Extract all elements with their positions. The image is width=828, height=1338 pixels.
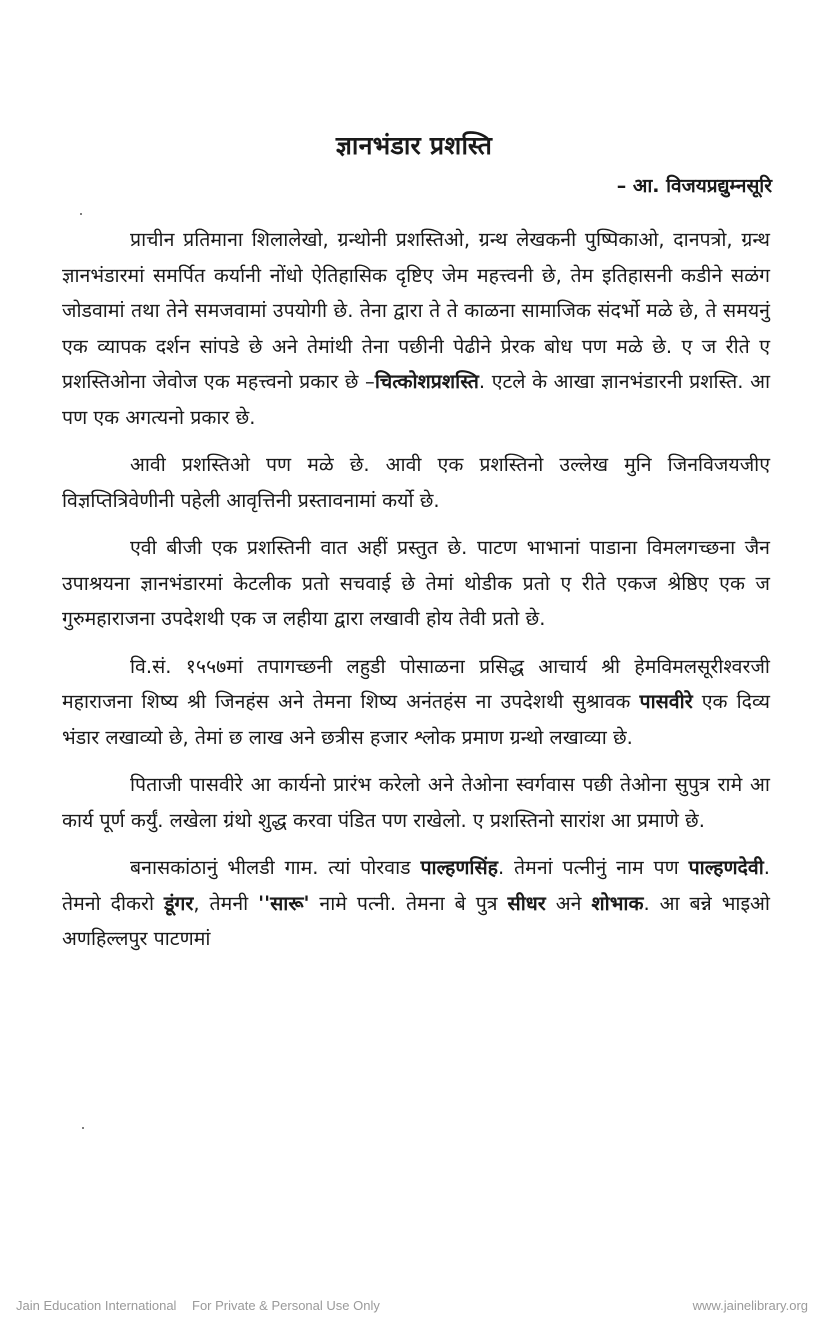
- emphasis-term: चित्कोशप्रशस्ति: [374, 370, 479, 393]
- emphasis-name: पाल्हणदेवी: [688, 856, 764, 879]
- footer-publisher: Jain Education International: [16, 1298, 177, 1313]
- emphasis-name: ''सारू': [258, 891, 310, 915]
- paragraph-6: [62, 850, 770, 957]
- page-title: ज्ञानभंडार प्रशस्ति: [335, 131, 493, 160]
- paragraph-text: नामे पत्नी. तेमना बे पुत्र: [309, 891, 508, 915]
- paragraph-5: [62, 767, 770, 838]
- paragraph-text: , तेमनी: [193, 891, 259, 915]
- article-body: [62, 222, 770, 957]
- paragraph-text: बनासकांठानुं भीलडी गाम. त्यां पोरवाड: [130, 856, 421, 879]
- page-footer: [0, 1298, 828, 1318]
- emphasis-name: डूंगर: [163, 891, 194, 915]
- paragraph-text: एक दिव्य भंडार लखाव्यो छे, तेमां छ लाख अने छत्रीस हजार श्लोक प्रमाण ग्रन्थो लखाव्या छे.: [62, 690, 770, 749]
- paragraph-text: वि.सं. १५५७मां तपागच्छनी लहुडी पोसाळना प्रसिद्ध आचार्य श्री हेमविमलसूरीश्वरजी महाराजना शिष्य श्री जिनहंस अने तेमना शिष्य अनंतहंस ना उपदेशथी सुश्रावक: [62, 654, 770, 713]
- paragraph-3: [62, 530, 770, 637]
- paragraph-text: . तेमनो दीकरो: [62, 856, 770, 915]
- paragraph-text: पिताजी पासवीरे आ कार्यनो प्रारंभ करेलो अने तेओना स्वर्गवास पछी तेओना सुपुत्र रामे आ कार्य पूर्ण कर्युं. लखेला ग्रंथो शुद्ध करवा पंडित पण राखेलो. ए प्रशस्तिनो सारांश आ प्रमाणे छे.: [62, 773, 770, 832]
- footer-usage-notice: For Private & Personal Use Only: [192, 1298, 380, 1313]
- paragraph-1: [62, 222, 770, 435]
- paragraph-text: अने: [545, 891, 592, 915]
- scan-speck: [82, 1127, 84, 1129]
- emphasis-name: पासवीरे: [639, 690, 693, 713]
- emphasis-name: सीधर: [507, 891, 546, 915]
- paragraph-text: . एटले के आखा ज्ञानभंडारनी प्रशस्ति. आ पण एक अगत्यनो प्रकार छे.: [62, 370, 771, 429]
- footer-website-link[interactable]: www.jainelibrary.org: [692, 1298, 808, 1313]
- paragraph-text: . आ बन्ने भाइओ अणहिल्लपुर पाटणमां: [62, 891, 770, 950]
- paragraph-text: आवी प्रशस्तिओ पण मळे छे. आवी एक प्रशस्तिनो उल्लेख मुनि जिनविजयजीए विज्ञप्तित्रिवेणीनी पहेली आवृत्तिनी प्रस्तावनामां कर्यो छे.: [62, 453, 770, 512]
- paragraph-text: . तेमनां पत्नीनुं नाम पण: [498, 856, 689, 879]
- paragraph-text: एवी बीजी एक प्रशस्तिनी वात अहीं प्रस्तुत छे. पाटण भाभानां पाडाना विमलगच्छना जैन उपाश्रयना ज्ञानभंडारमां केटलीक प्रतो सचवाई छे तेमां थोडीक प्रतो ए रीते एकज श्रेष्ठिए एक ज गुरुमहाराजना उपदेशथी एक ज लहीया द्वारा लखावी होय तेवी प्रतो छे.: [62, 536, 770, 630]
- emphasis-name: पाल्हणसिंह: [420, 856, 499, 879]
- paragraph-2: [62, 447, 770, 518]
- paragraph-4: [62, 649, 770, 756]
- emphasis-name: शोभाक: [591, 891, 644, 915]
- author-attribution: – आ. विजयप्रद्युम्नसूरि: [616, 175, 772, 197]
- scan-speck: [80, 213, 82, 215]
- paragraph-text: प्राचीन प्रतिमाना शिलालेखो, ग्रन्थोनी प्रशस्तिओ, ग्रन्थ लेखकनी पुष्पिकाओ, दानपत्रो, ग्रन्थ ज्ञानभंडारमां समर्पित कर्यानी नोंधो ऐतिहासिक दृष्टिए जेम महत्त्वनी छे, तेम इतिहासनी कडीने सळंग जोडवामां तथा तेने समजवामां उपयोगी छे. तेना द्वारा ते ते काळना सामाजिक संदर्भो मळे छे, ते समयनुं एक व्यापक दर्शन सांपडे छे अने तेमांथी तेना पछीनी पेढीने प्रेरक बोध पण मळे छे. ए ज रीते ए प्रशस्तिओना जेवोज एक महत्त्वनो प्रकार छे –: [62, 228, 770, 393]
